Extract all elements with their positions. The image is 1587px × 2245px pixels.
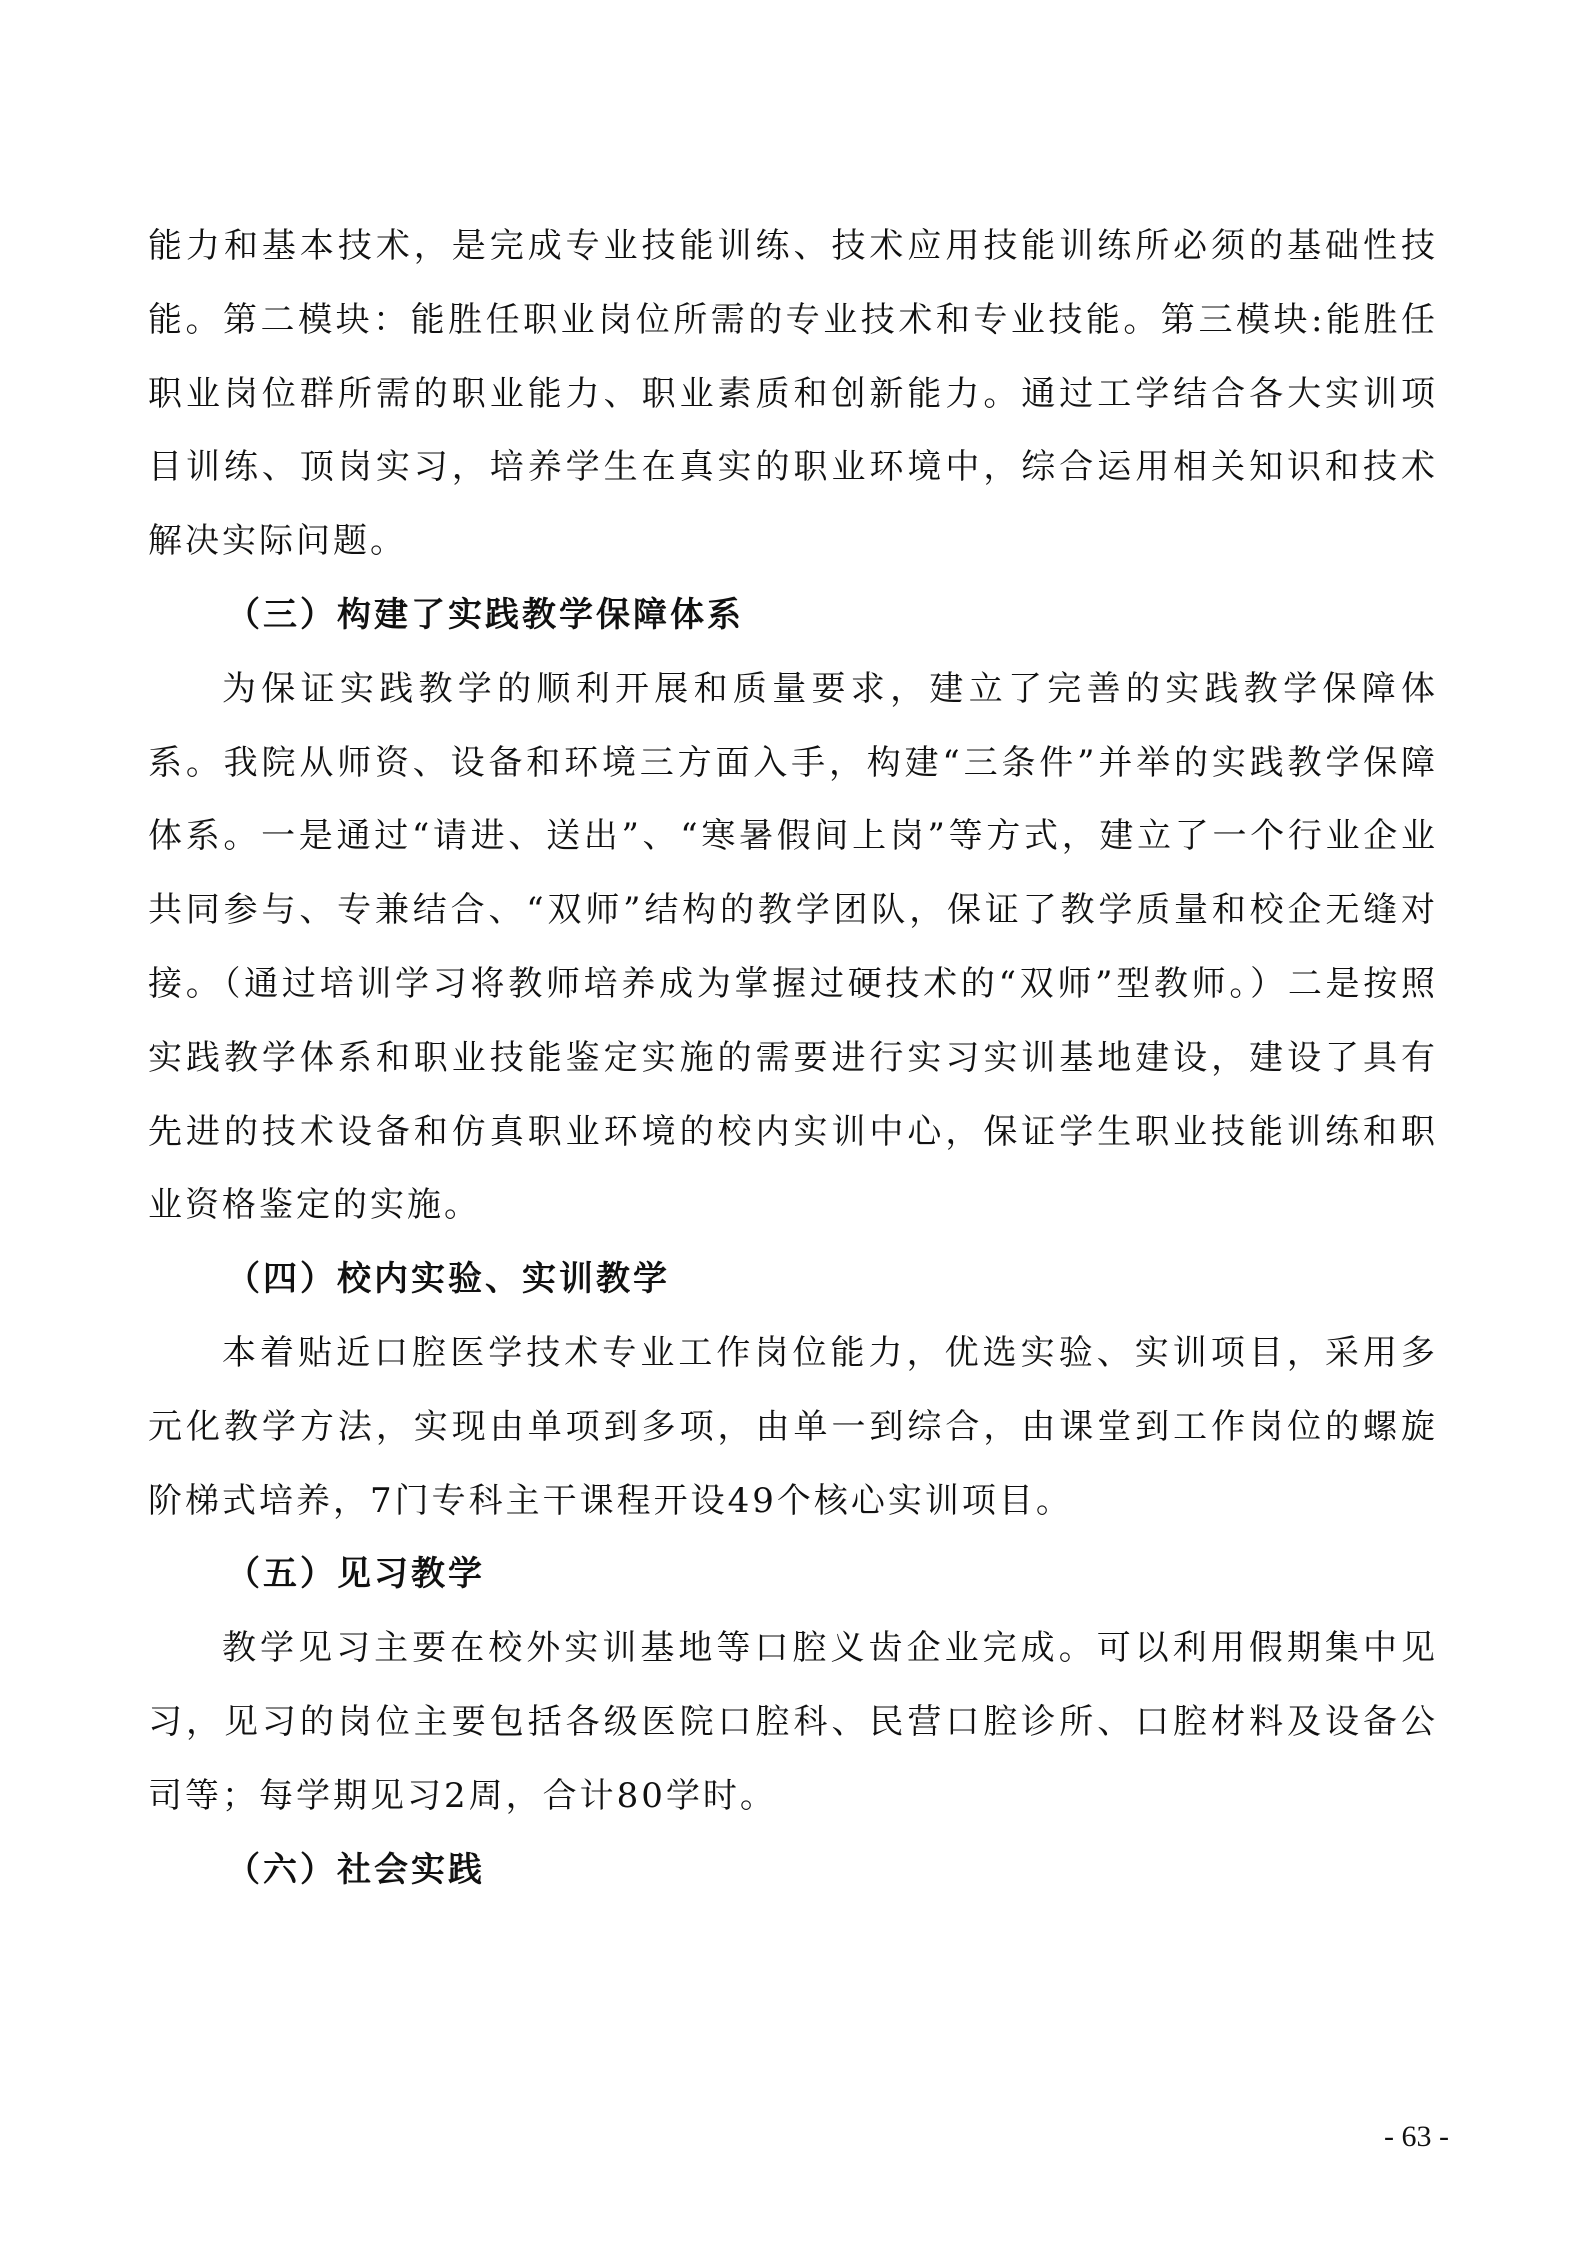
paragraph-practice-support: 为保证实践教学的顺利开展和质量要求，建立了完善的实践教学保障体系。我院从师资、设备和环境三方面入手，构建“三条件”并举的实践教学保障体系。一是通过“请进、送出”、“寒暑假间上岗”等方式，建立了一个行业企业共同参与、专兼结合、“双师”结构的教学团队，保证了教学质量和校企无缝对接。（通过培训学习将教师培养成为掌握过硬技术的“双师”型教师。）二是按照实践教学体系和职业技能鉴定实施的需要进行实习实训基地建设，建设了具有先进的技术设备和仿真职业环境的校内实训中心，保证学生职业技能训练和职业资格鉴定的实施。: [148, 668, 1438, 1226]
section-heading-5: （五）见习教学: [226, 1554, 485, 1595]
section-heading-3: （三）构建了实践教学保障体系: [226, 594, 744, 635]
section-heading-4: （四）校内实验、实训教学: [226, 1259, 670, 1300]
paragraph-continuation: 能力和基本技术，是完成专业技能训练、技术应用技能训练所必须的基础性技能。第二模块：能胜任职业岗位所需的专业技术和专业技能。第三模块:能胜任职业岗位群所需的职业能力、职业素质和创新能力。通过工学结合各大实训项目训练、顶岗实习，培养学生在真实的职业环境中，综合运用相关知识和技术解决实际问题。: [148, 226, 1438, 562]
paragraph-internship: 教学见习主要在校外实训基地等口腔义齿企业完成。可以利用假期集中见习，见习的岗位主要包括各级医院口腔科、民营口腔诊所、口腔材料及设备公司等；每学期见习2周，合计80学时。: [148, 1628, 1438, 1816]
page-body: [148, 210, 1438, 1907]
section-heading-6: （六）社会实践: [226, 1849, 485, 1890]
page-number: - 63 -: [1384, 2120, 1449, 2153]
paragraph-campus-training: 本着贴近口腔医学技术专业工作岗位能力，优选实验、实训项目，采用多元化教学方法，实现由单项到多项，由单一到综合，由课堂到工作岗位的螺旋阶梯式培养，7门专科主干课程开设49个核心实训项目。: [148, 1332, 1438, 1521]
